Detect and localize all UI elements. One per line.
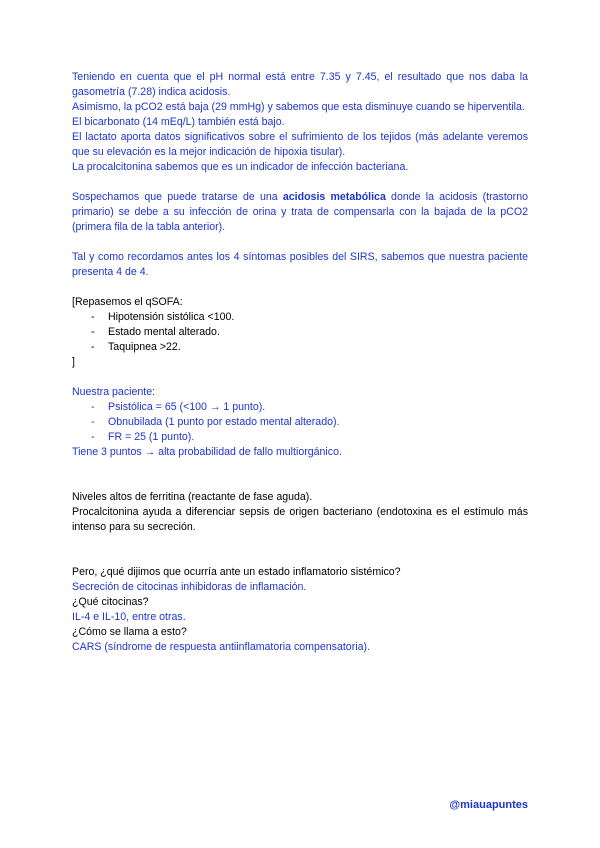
qsofa-close: ]	[72, 356, 75, 368]
list-item: - FR = 25 (1 punto).	[72, 430, 528, 445]
ferritin-block	[72, 490, 528, 535]
highlight-term: acidosis metabólica	[282, 191, 386, 203]
patient-score	[72, 385, 528, 460]
patient-title: Nuestra paciente:	[72, 386, 156, 398]
sirs-paragraph: Tal y como recordamos antes los 4 síntomas posibles del SIRS, sabemos que nuestra paciente presenta 4 de 4.	[72, 251, 528, 278]
text-after: donde la acidosis (trastorno primario) se debe a su infección de orina y trata de compensarla con la bajada de la pCO2 (primera fila de la tabla anterior).	[72, 191, 528, 233]
cars-qa	[72, 565, 528, 655]
question-1: Pero, ¿qué dijimos que ocurría ante un estado inflamatorio sistémico?	[72, 566, 401, 578]
question-2: ¿Qué citocinas?	[72, 596, 149, 608]
question-3: ¿Cómo se llama a esto?	[72, 626, 187, 638]
answer-3: CARS (síndrome de respuesta antiinflamatoria compensatoria).	[72, 641, 370, 653]
list-item: - Obnubilada (1 punto por estado mental alterado).	[72, 415, 528, 430]
metabolic-acidosis-paragraph	[72, 190, 528, 235]
list-item: - Hipotensión sistólica <100.	[72, 310, 528, 325]
author-handle: @miauapuntes	[449, 799, 528, 811]
patient-summary: Tiene 3 puntos → alta probabilidad de fallo multiorgánico.	[72, 446, 342, 458]
text-before: Sospechamos que puede tratarse de una	[72, 191, 283, 203]
qsofa-list	[72, 310, 528, 355]
ferritin-paragraph: Niveles altos de ferritina (reactante de fase aguda).	[72, 491, 313, 503]
document-page	[72, 70, 528, 655]
ph-paragraph: Teniendo en cuenta que el pH normal está entre 7.35 y 7.45, el resultado que nos daba la gasometría (7.28) indica acidosis.	[72, 71, 528, 98]
procalcitonin-paragraph: La procalcitonina sabemos que es un indicador de infección bacteriana.	[72, 161, 409, 173]
list-item: - Taquipnea >22.	[72, 340, 528, 355]
list-item: - Estado mental alterado.	[72, 325, 528, 340]
acid-base-interpretation	[72, 70, 528, 175]
qsofa-title: [Repasemos el qSOFA:	[72, 296, 183, 308]
pco2-paragraph: Asimismo, la pCO2 está baja (29 mmHg) y sabemos que esta disminuye cuando se hiperventila.	[72, 101, 525, 113]
bicarbonate-paragraph: El bicarbonato (14 mEq/L) también está bajo.	[72, 116, 285, 128]
answer-1: Secreción de citocinas inhibidoras de inflamación.	[72, 581, 307, 593]
qsofa-review	[72, 295, 528, 370]
list-item: - Psistólica = 65 (<100 → 1 punto).	[72, 400, 528, 415]
lactate-paragraph: El lactato aporta datos significativos sobre el sufrimiento de los tejidos (más adelante veremos que su elevación es la mejor indicación de hipoxia tisular).	[72, 131, 528, 158]
procalcitonin-sepsis-paragraph: Procalcitonina ayuda a diferenciar sepsis de origen bacteriano (endotoxina es el estímulo más intenso para su secreción.	[72, 506, 528, 533]
patient-list	[72, 400, 528, 445]
answer-2: IL-4 e IL-10, entre otras.	[72, 611, 186, 623]
